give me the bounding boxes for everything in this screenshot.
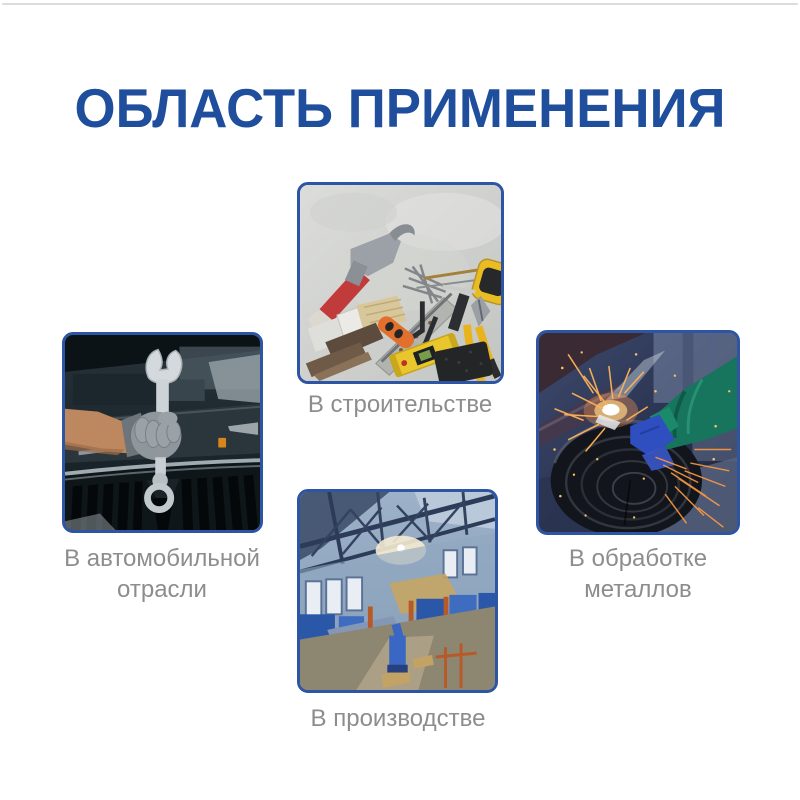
automotive-photo-card xyxy=(62,332,263,533)
metalworking-photo-card xyxy=(536,330,740,535)
construction-tools-photo xyxy=(300,185,501,381)
metalworking-caption: В обработке металлов xyxy=(568,545,708,603)
car-engine-gloved-hand-wrench-photo xyxy=(65,335,260,530)
work-glove-shape xyxy=(121,412,181,461)
construction-caption: В строительстве xyxy=(307,391,493,418)
metal-grinding-sparks-photo xyxy=(539,333,737,532)
top-divider-line xyxy=(2,3,798,5)
page-title: ОБЛАСТЬ ПРИМЕНЕНИЯ xyxy=(74,76,726,139)
manufacturing-caption: В производстве xyxy=(310,705,486,732)
factory-interior-photo xyxy=(300,492,495,690)
manufacturing-photo-card xyxy=(297,489,498,693)
construction-photo-card xyxy=(297,182,504,384)
orange-indicator-shape xyxy=(218,438,226,448)
automotive-caption: В автомобильной отрасли xyxy=(64,545,260,603)
